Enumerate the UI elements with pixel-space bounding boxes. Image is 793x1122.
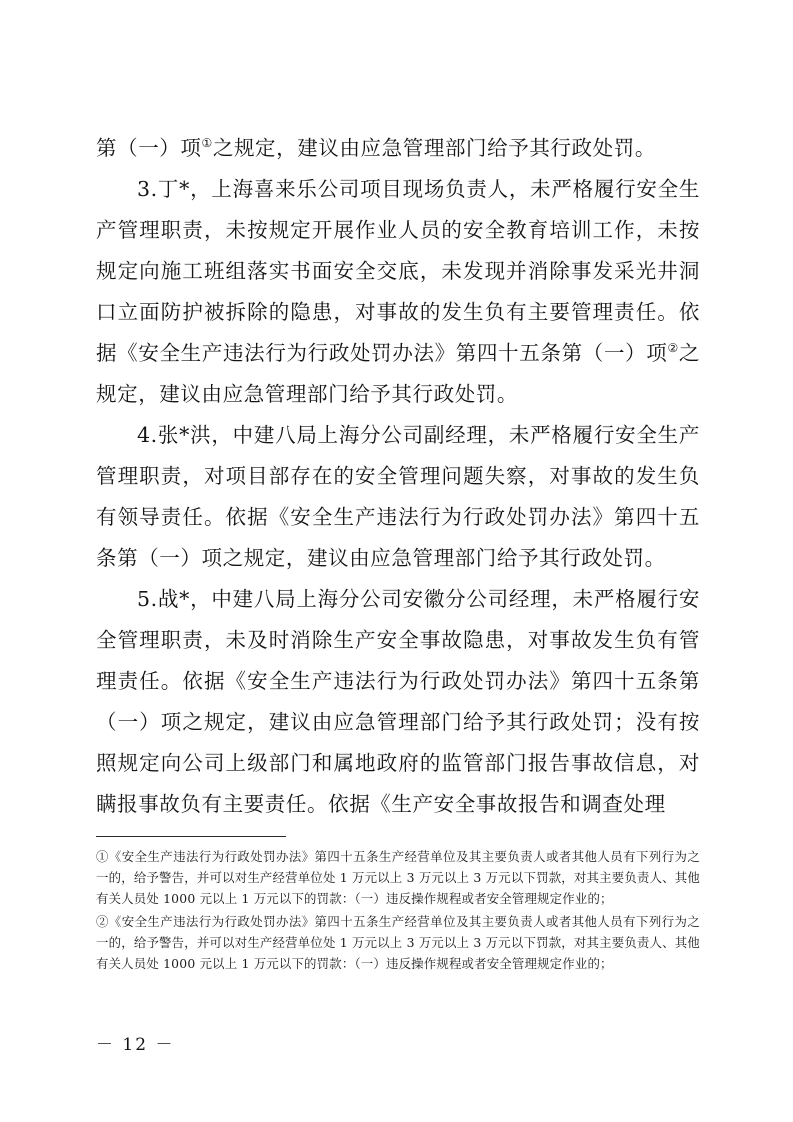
footnote-marker-1: ①	[201, 136, 213, 151]
footnote-1: ①《安全生产违法行为行政处罚办法》第四十五条生产经营单位及其主要负责人或者其他人员有下列行为之一的，给予警告，并可以对生产经营单位处 1 万元以上 3 万元以上 3 万元以下罚款，对其主要负责人、其他有关人员处 1000 元以上 1 万元以下的罚款：（一）违反操作规程或者安全管理规定作业的；	[96, 849, 700, 906]
footnote-separator-rule	[96, 836, 286, 837]
paragraph-continued-text-before: 第（一）项	[96, 136, 202, 160]
footnote-2: ②《安全生产违法行为行政处罚办法》第四十五条生产经营单位及其主要负责人或者其他人员有下列行为之一的，给予警告，并可以对生产经营单位处 1 万元以上 3 万元以上 3 万元以下罚款，对其主要负责人、其他有关人员处 1000 元以上 1 万元以下的罚款：（一）违反操作规程或者安全管理规定作业的；	[96, 914, 700, 971]
footnote-section	[96, 836, 700, 976]
footnote-marker-2: ②	[667, 341, 679, 356]
paragraph-continued-text-after: 之规定，建议由应急管理部门给予其行政处罚。	[212, 136, 656, 160]
paragraph-item-3-text-before: 3.丁*，上海喜来乐公司项目现场负责人，未严格履行安全生产管理职责，未按规定开展作业人员的安全教育培训工作，未按规定向施工班组落实书面安全交底，未发现并消除事发采光井洞口立面防护被拆除的隐患，对事故的发生负有主要管理责任。依据《安全生产违法行为行政处罚办法》第四十五条第（一）项	[96, 177, 700, 365]
paragraph-item-4-text: 4.张*洪，中建八局上海分公司副经理，未严格履行安全生产管理职责，对项目部存在的安全管理问题失察，对事故的发生负有领导责任。依据《安全生产违法行为行政处罚办法》第四十五条第（一）项之规定，建议由应急管理部门给予其行政处罚。	[96, 423, 700, 570]
paragraph-item-5-text: 5.战*，中建八局上海分公司安徽分公司经理，未严格履行安全管理职责，未及时消除生产安全事故隐患，对事故发生负有管理责任。依据《安全生产违法行为行政处罚办法》第四十五条第（一）项之规定，建议由应急管理部门给予其行政处罚；没有按照规定向公司上级部门和属地政府的监管部门报告事故信息，对瞒报事故负有主要责任。依据《生产安全事故报告和调查处理	[96, 587, 700, 816]
paragraph-item-3	[96, 169, 700, 415]
paragraph-item-4	[96, 415, 700, 579]
paragraph-item-5	[96, 579, 700, 825]
document-body	[96, 128, 700, 825]
paragraph-item-3-text-after: 之规定，建议由应急管理部门给予其行政处罚。	[96, 341, 701, 406]
paragraph-continued	[96, 128, 700, 169]
page-number: － 12 －	[96, 1035, 175, 1055]
